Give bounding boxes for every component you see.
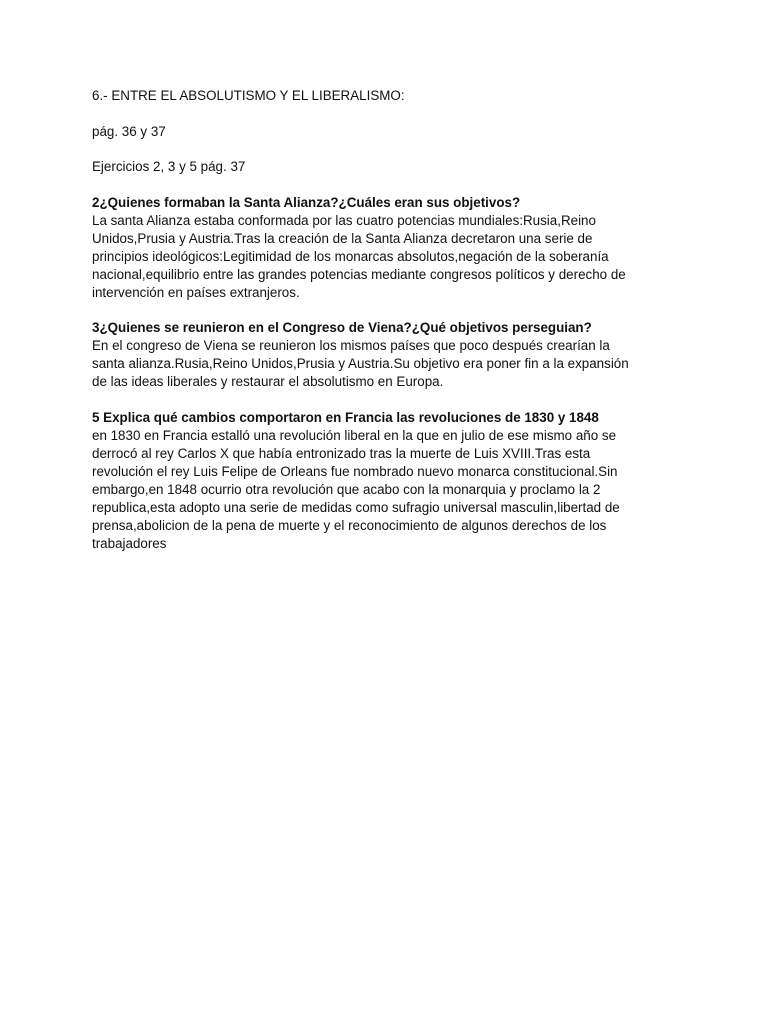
question-3: 3¿Quienes se reunieron en el Congreso de Viena?¿Qué objetivos perseguian? (92, 320, 592, 335)
question-2: 2¿Quienes formaban la Santa Alianza?¿Cuáles eran sus objetivos? (92, 194, 521, 210)
answer-2: La santa Alianza estaba conformada por las cuatro potencias mundiales:Rusia,Reino Unidos,Prusia y Austria.Tras la creación de la Santa Alianza decretaron una serie de principios ideológicos:Legitimidad de los monarcas absolutos,negación de la soberanía nacional,equilibrio entre las grandes potencias mediante congresos políticos y derecho de intervención en países extranjeros. (92, 212, 626, 300)
spacer (92, 302, 678, 320)
question-5: 5 Explica qué cambios comportaron en Francia las revoluciones de 1830 y 1848 (92, 409, 599, 425)
answer-3: En el congreso de Viena se reunieron los mismos países que poco después crearían la santa alianza.Rusia,Reino Unidos,Prusia y Austria.Su objetivo era poner fin a la expansión de las ideas liberales y restaurar el absolutismo en Europa. (92, 338, 629, 389)
spacer (92, 141, 678, 159)
spacer (92, 105, 678, 123)
spacer (92, 176, 678, 194)
pages-reference: pág. 36 y 37 (92, 123, 166, 139)
document-heading: 6.- ENTRE EL ABSOLUTISMO Y EL LIBERALISMO: (92, 88, 405, 103)
answer-5: en 1830 en Francia estalló una revolución liberal en la que en julio de ese mismo año se derrocó al rey Carlos X que había entronizado tras la muerte de Luis XVIII.Tras esta revolución el rey Luis Felipe de Orleans fue nombrado nuevo monarca constitucional.Sin embargo,en 1848 ocurrio otra revolución que acabo con la monarquia y proclamo la 2 republica,esta adopto una serie de medidas como sufragio universal masculin,libertad de prensa,abolicion de la pena de muerte y el reconocimiento de algunos derechos de los trabajadores (92, 427, 620, 551)
spacer (92, 391, 678, 409)
exercises-reference: Ejercicios 2, 3 y 5 pág. 37 (92, 159, 246, 174)
document-page (92, 87, 678, 553)
